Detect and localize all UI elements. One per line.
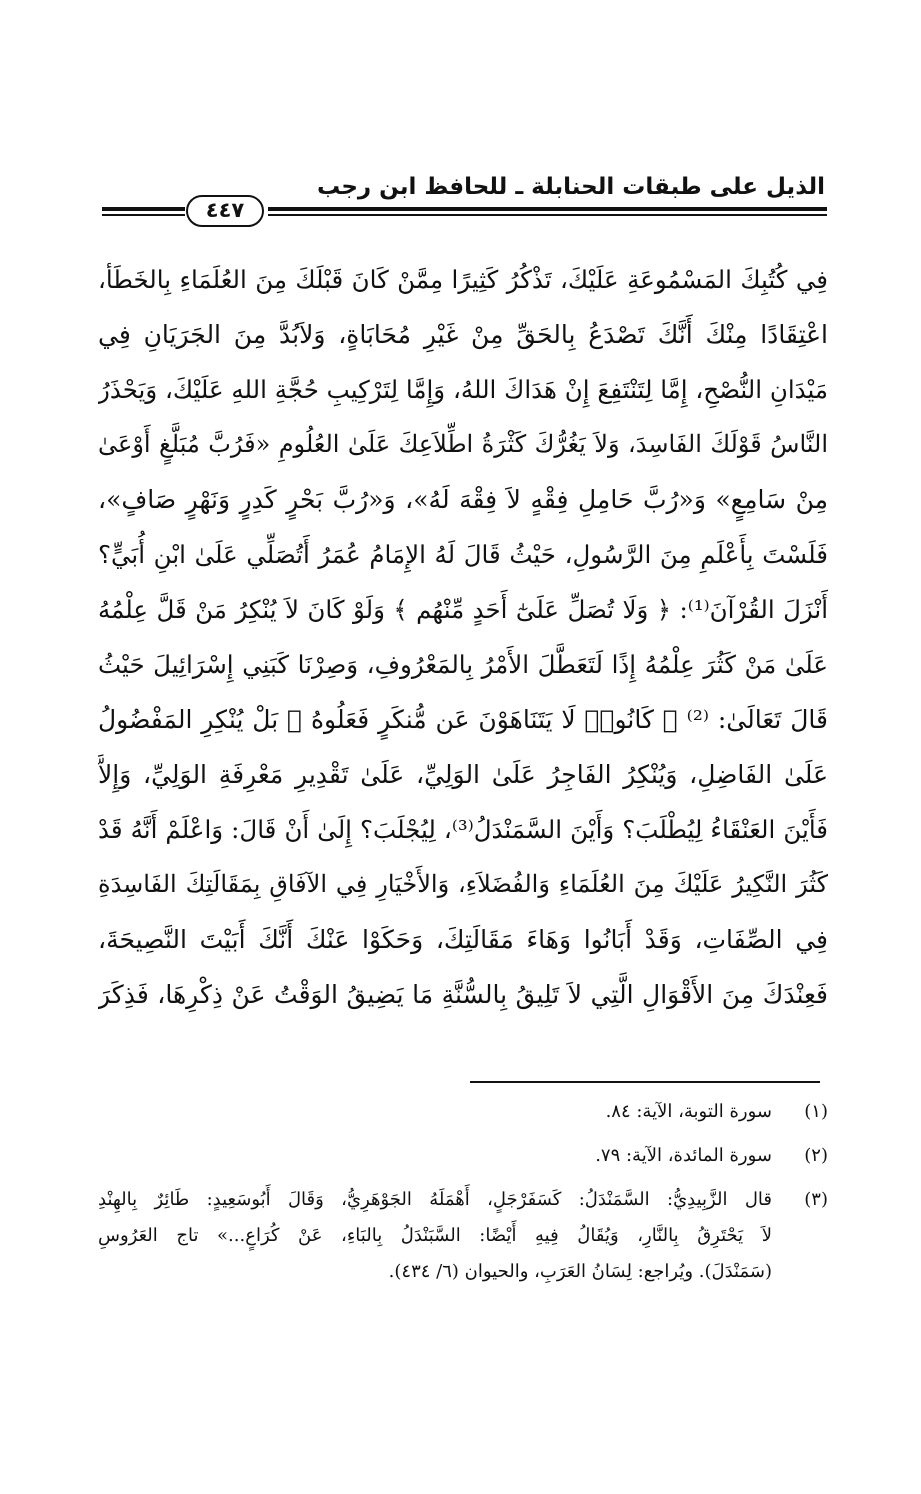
footnote bbox=[98, 1094, 828, 1130]
footnotes bbox=[98, 1094, 828, 1290]
body-line: فَلَسْتَ بِأَعْلَمِ مِنَ الرَّسُولِ، حَيْثُ قَالَ لَهُ الإِمَامُ عُمَرُ أَتُصَلِّي عَلَىٰ ابْنِ أُبَيٍّ؟ bbox=[98, 540, 828, 569]
header-rule-left-thin bbox=[102, 214, 185, 216]
body-line: فَعِنْدَكَ مِنَ الأَقْوَالِ الَّتِي لاَ تَلِيقُ بِالسُّنَّةِ مَا يَضِيقُ الوَقْتُ عَنْ ذِكْرِهَا، فَذِكَرَ bbox=[98, 980, 828, 1009]
body-line: عَلَىٰ مَنْ كَثُرَ عِلْمُهُ إِذًا لَتَعَطَّلَ الأَمْرُ بِالمَعْرُوفِ، وَصِرْنَا كَبَنِي إِسْرَائِيلَ حَيْثُ bbox=[98, 650, 828, 679]
body-text bbox=[98, 252, 828, 1022]
running-title: الذيل على طبقات الحنابلة ـ للحافظ ابن رجب bbox=[316, 174, 825, 200]
footnote-number: (١) bbox=[804, 1101, 828, 1122]
footnote-number: (٢) bbox=[804, 1145, 828, 1166]
footnote-text: سورة التوبة، الآية: ٨٤. bbox=[605, 1101, 772, 1122]
body-line: قَالَ تَعَالَىٰ: ⁽²⁾ ﴿ كَانُوا۟ لَا يَتَنَاهَوْنَ عَن مُّنكَرٍ فَعَلُوهُ ﴾ بَلْ يُنْكِرِ المَفْضُولُ bbox=[98, 705, 828, 734]
footnote-text: (سَمَنْدَلَ). ويُراجع: لِسَانُ العَرَبِ، والحيوان (٦/ ٤٣٤). bbox=[388, 1261, 772, 1282]
header-rule-right-thin bbox=[268, 214, 827, 216]
body-line: مِنْ سَامِعٍ» وَ«رُبَّ حَامِلِ فِقْهٍ لاَ فِقْهَ لَهُ»، وَ«رُبَّ بَحْرٍ كَدِرٍ وَنَهْرٍ صَافٍ»، bbox=[98, 485, 828, 514]
page-number: ٤٤٧ bbox=[186, 195, 264, 227]
body-line: فِي كُتُبِكَ المَسْمُوعَةِ عَلَيْكَ، تَذْكُرُ كَثِيرًا مِمَّنْ كَانَ قَبْلَكَ مِنَ العُلَمَاءِ بِالخَطَأ، bbox=[98, 265, 828, 294]
body-line: كَثُرَ النَّكِيرُ عَلَيْكَ مِنَ العُلَمَاءِ وَالفُضَلاَءِ، وَالأَخْيَارِ فِي الآفَاقِ بِمَقَالَتِكَ الفَاسِدَةِ bbox=[98, 870, 828, 898]
footnote-text: سورة المائدة، الآية: ٧٩. bbox=[595, 1145, 772, 1166]
footnote-text: قال الزَّبِيدِيُّ: السَّمَنْدَلُ: كَسَفَرْجَلٍ، أَهْمَلَهُ الجَوْهَرِيُّ، وَقَالَ أَبُوسَعِيدٍ: طَائِرٌ بِالهِنْدِ bbox=[98, 1189, 772, 1210]
body-line: أَنْزَلَ القُرْآنَ⁽¹⁾: ﴿ وَلَا تُصَلِّ عَلَىٰٓ أَحَدٍ مِّنْهُم ﴾ وَلَوْ كَانَ لاَ يُنْكِرُ مَنْ قَلَّ عِلْمُهُ bbox=[98, 595, 828, 624]
body-line: اعْتِقَادًا مِنْكَ أَنَّكَ تَصْدَعُ بِالحَقِّ مِنْ غَيْرِ مُحَابَاةٍ، وَلاَبُدَّ مِنَ الجَرَيَانِ فِي bbox=[98, 320, 828, 349]
footnote-text: لاَ يَحْتَرِقُ بِالنَّارِ، وَيُقَالُ فِيهِ أَيْضًا: السَّبَنْدَلُ بِالبَاءِ، عَنْ كُرَاعٍ...» تاج العَرُوسِ bbox=[98, 1225, 772, 1246]
body-line: فِي الصِّفَاتِ، وَقَدْ أَبَانُوا وَهَاءَ مَقَالَتِكَ، وَحَكَوْا عَنْكَ أَنَّكَ أَبَيْتَ النَّصِيحَةَ، bbox=[98, 925, 828, 954]
header-rule-left-thick bbox=[102, 207, 185, 211]
body-line: عَلَىٰ الفَاضِلِ، وَيُنْكِرُ الفَاجِرُ عَلَىٰ الوَلِيِّ، عَلَىٰ تَقْدِيرِ مَعْرِفَةِ الوَلِيِّ، وَإِلاَّ bbox=[98, 760, 828, 789]
body-line: فَأَيْنَ العَنْقَاءُ لِيُطْلَبَ؟ وَأَيْنَ السَّمَنْدَلُ⁽³⁾، لِيُجْلَبَ؟ إِلَىٰ أَنْ قَالَ: وَاعْلَمْ أَنَّهُ قَدْ bbox=[98, 815, 828, 844]
footnote-number: (٣) bbox=[804, 1189, 828, 1210]
footnote bbox=[98, 1138, 828, 1174]
body-line: النَّاسُ قَوْلَكَ الفَاسِدَ، وَلاَ يَغُرُّكَ كَثْرَةُ اطِّلاَعِكَ عَلَىٰ العُلُومِ «فَرُبَّ مُبَلَّغٍ أَوْعَىٰ bbox=[98, 430, 828, 458]
body-line: مَيْدَانِ النُّصْحِ، إِمَّا لِتَنْتَفِعَ إِنْ هَدَاكَ اللهُ، وَإِمَّا لِتَرْكِيبِ حُجَّةِ اللهِ عَلَيْكَ، وَيَحْذَرُ bbox=[98, 375, 828, 404]
footnote bbox=[98, 1182, 828, 1290]
footnote-separator bbox=[470, 1081, 820, 1083]
header-rule-right-thick bbox=[268, 207, 827, 211]
